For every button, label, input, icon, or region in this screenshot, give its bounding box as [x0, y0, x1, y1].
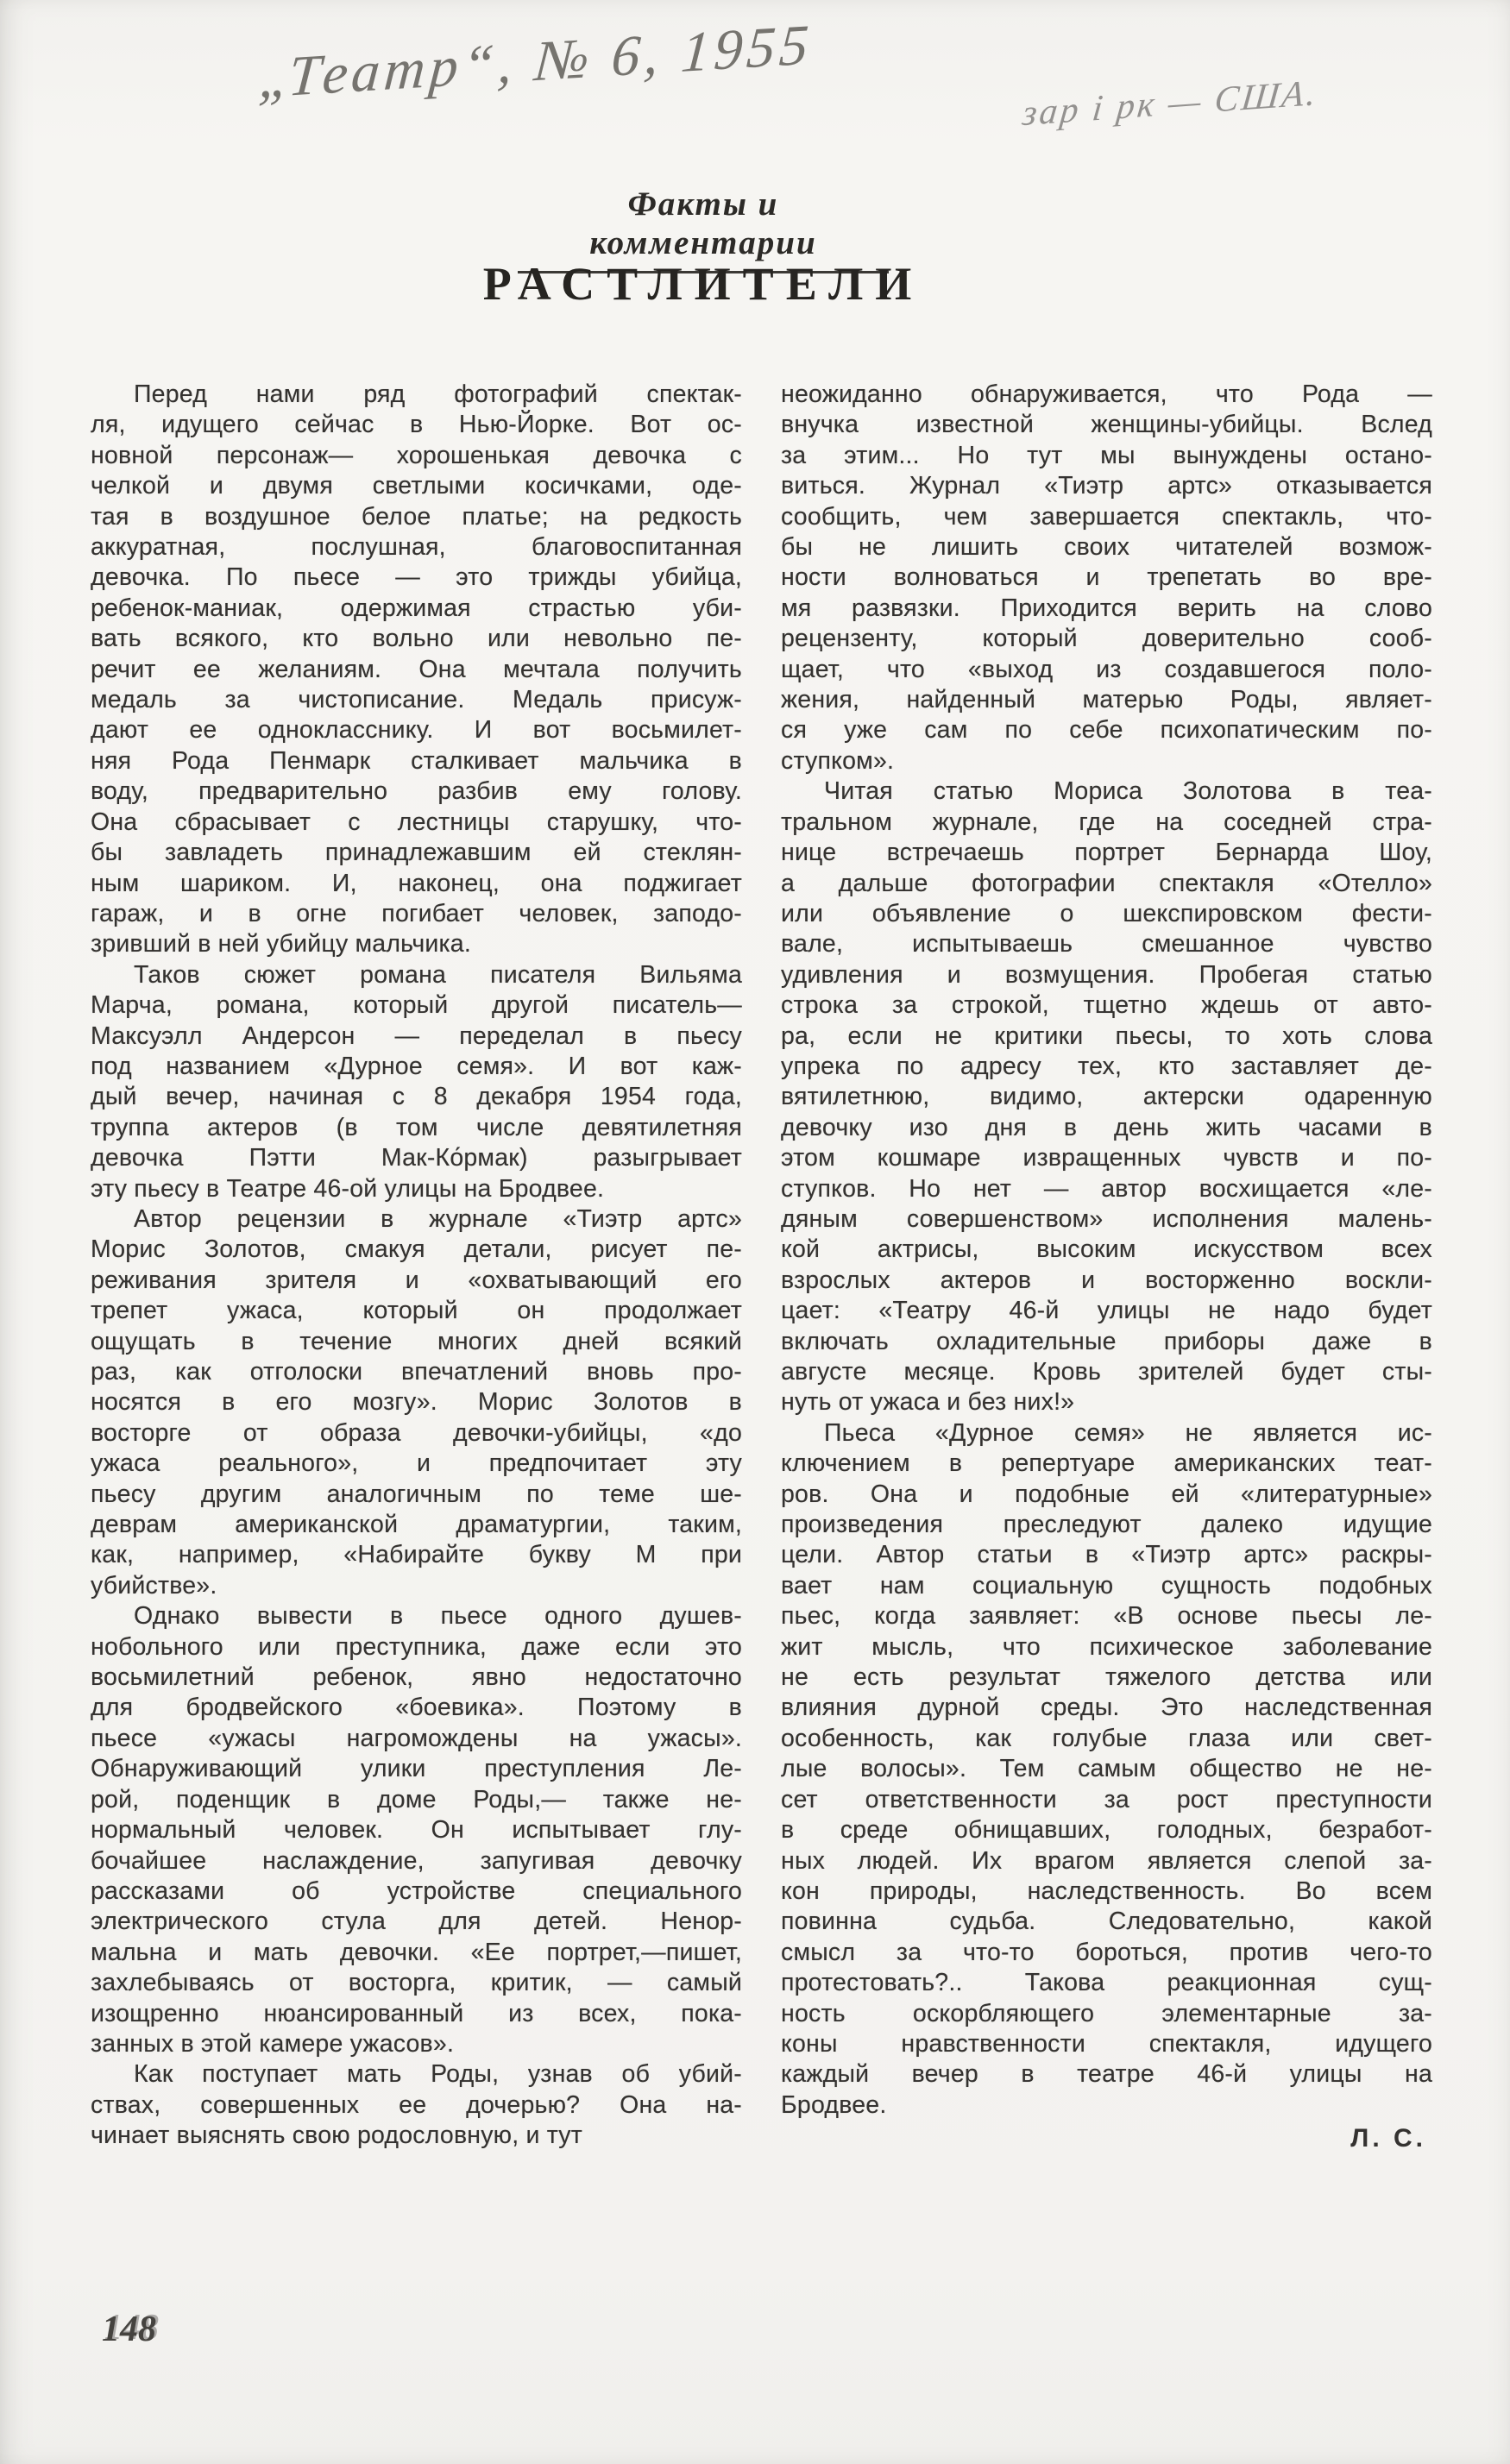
- text-line: нуть от ужаса и без них!»: [781, 1388, 1075, 1417]
- text-line: строка за строкой, тщетно ждешь от авто-: [781, 991, 1432, 1020]
- text-line: нобольного или преступника, даже если это: [91, 1632, 742, 1661]
- text-line: восьмилетний ребенок, явно недостаточно: [91, 1663, 742, 1692]
- text-line: медаль за чистописание. Медаль присуж-: [91, 686, 742, 714]
- text-line: ся уже сам по себе психопатическим по-: [781, 716, 1432, 745]
- text-line: кой актрисы, высоким искусством всех: [781, 1235, 1432, 1264]
- text-line: не есть результат тяжелого детства или: [781, 1663, 1432, 1692]
- text-line: сообщить, чем завершается спектакль, что-: [781, 502, 1432, 531]
- text-line: Она сбрасывает с лестницы старушку, что-: [91, 808, 742, 836]
- text-line: за этим... Но тут мы вынуждены остано-: [781, 441, 1432, 469]
- text-line: включать охладительные приборы даже в: [781, 1327, 1432, 1355]
- text-line: тральном журнале, где на соседней стра-: [781, 808, 1432, 836]
- text-line: вать всякого, кто вольно или невольно пе-: [91, 625, 742, 653]
- text-line: изощренно нюансированный из всех, пока-: [91, 1999, 742, 2027]
- text-line: лые волосы». Тем самым общество не не-: [781, 1755, 1432, 1783]
- page-number: 148: [102, 2310, 156, 2349]
- text-line: пьесе «ужасы нагромождены на ужасы».: [91, 1724, 742, 1752]
- text-line: восторге от образа девочки-убийцы, «до: [91, 1418, 742, 1447]
- paragraph: [781, 776, 1432, 1418]
- text-line: жения, найденный матерью Роды, являет-: [781, 686, 1432, 714]
- text-line: рой, поденщик в доме Роды,— также не-: [91, 1785, 742, 1813]
- text-line: вятилетнюю, видимо, актерски одаренную: [781, 1083, 1432, 1111]
- text-line: зривший в ней убийцу мальчика.: [91, 930, 471, 959]
- text-line: воду, предварительно разбив ему голову.: [91, 777, 742, 806]
- text-line: девочку изо дня в день жить часами в: [781, 1113, 1432, 1141]
- left-column: [91, 380, 742, 2152]
- handwritten-journal-note: „Театр“, № 6, 1955: [256, 13, 815, 110]
- text-line: коны нравственности спектакля, идущего: [781, 2029, 1432, 2058]
- text-line: ров. Она и подобные ей «литературные»: [781, 1480, 1432, 1508]
- text-line: в среде обнищавших, голодных, безработ-: [781, 1816, 1432, 1845]
- paragraph: [91, 2059, 742, 2151]
- text-line: аккуратная, послушная, благовоспитанная: [91, 533, 742, 562]
- text-line: рецензенту, который доверительно сооб-: [781, 625, 1432, 653]
- text-line: каждый вечер в театре 46-й улицы на: [781, 2060, 1432, 2089]
- paragraph: [91, 1601, 742, 2059]
- text-line: труппа актеров (в том числе девятилетняя: [91, 1113, 742, 1141]
- paragraph: [91, 380, 742, 960]
- text-line: реживания зрителя и «охватывающий его: [91, 1266, 742, 1294]
- text-line: бы завладеть принадлежавшим ей стеклян-: [91, 839, 742, 867]
- text-line: девочка Пэтти Мак-Ко́рмак) разыгрывает: [91, 1144, 742, 1172]
- text-line: ным шариком. И, наконец, она поджигает: [91, 869, 742, 897]
- text-line: мальна и мать девочки. «Ее портрет,—пишет,: [91, 1938, 742, 1966]
- paragraph: [91, 1204, 742, 1601]
- text-line: бочайшее наслаждение, запугивая девочку: [91, 1846, 742, 1875]
- text-line: дяным совершенством» исполнения малень-: [781, 1204, 1432, 1233]
- text-line: кон природы, наследственность. Во всем: [781, 1876, 1432, 1905]
- text-line: ра, если не критики пьесы, то хоть слова: [781, 1021, 1432, 1050]
- author-initials: Л. С.: [1350, 2124, 1426, 2153]
- text-line: произведения преследуют далеко идущие: [781, 1511, 1432, 1539]
- text-line: Однако вывести в пьесе одного душев-: [134, 1602, 742, 1631]
- text-line: а дальше фотографии спектакля «Отелло»: [781, 869, 1432, 897]
- text-line: тая в воздушное белое платье; на редкость: [91, 502, 742, 531]
- text-line: этом кошмаре извращенных чувств и по-: [781, 1144, 1432, 1172]
- text-line: удивления и возмущения. Пробегая статью: [781, 960, 1432, 989]
- right-column: [781, 380, 1432, 2121]
- text-line: занных в этой камере ужасов».: [91, 2029, 455, 2058]
- handwritten-margin-note: зар і рк — США.: [1020, 72, 1321, 135]
- text-line: смысл за что-то бороться, против чего-то: [781, 1938, 1432, 1966]
- paragraph: [91, 960, 742, 1204]
- text-line: протестовать?.. Такова реакционная сущ-: [781, 1969, 1432, 1997]
- text-line: пьес, когда заявляет: «В основе пьесы ле-: [781, 1602, 1432, 1631]
- text-line: ность оскорбляющего элементарные за-: [781, 1999, 1432, 2027]
- text-line: мя развязки. Приходится верить на слово: [781, 594, 1432, 622]
- text-line: сет ответственности за рост преступности: [781, 1785, 1432, 1813]
- paragraph: [781, 1418, 1432, 2121]
- text-line: Бродвее.: [781, 2090, 887, 2119]
- text-line: трепет ужаса, который он продолжает: [91, 1297, 742, 1325]
- text-line: как, например, «Набирайте букву М при: [91, 1541, 742, 1569]
- text-line: девочка. По пьесе — это трижды убийца,: [91, 563, 742, 592]
- text-line: взрослых актеров и восторженно воскли-: [781, 1266, 1432, 1294]
- text-line: эту пьесу в Театре 46-ой улицы на Бродвее.: [91, 1174, 605, 1203]
- text-line: ступком».: [781, 746, 895, 775]
- article-title: РАСТЛИТЕЛИ: [482, 258, 924, 310]
- text-line: августе месяце. Кровь зрителей будет сты-: [781, 1358, 1432, 1386]
- text-line: Таков сюжет романа писателя Вильяма: [134, 960, 742, 989]
- paragraph: [781, 380, 1432, 776]
- text-line: няя Рода Пенмарк сталкивает мальчика в: [91, 746, 742, 775]
- text-line: ужаса реального», и предпочитает эту: [91, 1449, 742, 1478]
- text-line: Обнаруживающий улики преступления Ле-: [91, 1755, 742, 1783]
- text-line: новной персонаж— хорошенькая девочка с: [91, 441, 742, 469]
- text-line: виться. Журнал «Тиэтр артс» отказывается: [781, 472, 1432, 500]
- text-line: влияния дурной среды. Это наследственная: [781, 1694, 1432, 1722]
- text-line: чинает выяснять свою родословную, и тут: [91, 2121, 583, 2150]
- text-line: дают ее однокласснику. И вот восьмилет-: [91, 716, 742, 745]
- text-line: речит ее желаниям. Она мечтала получить: [91, 655, 742, 683]
- text-line: деврам американской драматургии, таким,: [91, 1511, 742, 1539]
- text-line: Читая статью Мориса Золотова в теа-: [824, 777, 1432, 806]
- text-line: щает, что «выход из создавшегося поло-: [781, 655, 1432, 683]
- text-line: Максуэлл Андерсон — переделал в пьесу: [91, 1021, 742, 1050]
- text-line: раз, как отголоски впечатлений вновь про-: [91, 1358, 742, 1386]
- text-line: Пьеса «Дурное семя» не является ис-: [824, 1418, 1432, 1447]
- text-line: Автор рецензии в журнале «Тиэтр артс»: [134, 1204, 742, 1233]
- text-line: ля, идущего сейчас в Нью-Йорке. Вот ос-: [91, 411, 742, 439]
- text-line: гараж, и в огне погибает человек, заподо-: [91, 899, 742, 927]
- text-line: неожиданно обнаруживается, что Рода —: [781, 380, 1432, 408]
- text-line: ных людей. Их врагом является слепой за-: [781, 1846, 1432, 1875]
- text-line: захлебываясь от восторга, критик, — самый: [91, 1969, 742, 1997]
- text-line: ключением в репертуаре американских теат-: [781, 1449, 1432, 1478]
- section-heading: Факты и комментарии: [518, 185, 889, 273]
- text-line: электрического стула для детей. Ненор-: [91, 1908, 742, 1936]
- text-line: для бродвейского «боевика». Поэтому в: [91, 1694, 742, 1722]
- text-line: нормальный человек. Он испытывает глу-: [91, 1816, 742, 1845]
- text-line: или объявление о шекспировском фести-: [781, 899, 1432, 927]
- text-line: вале, испытываешь смешанное чувство: [781, 930, 1432, 959]
- text-line: носятся в его мозгу». Морис Золотов в: [91, 1388, 742, 1417]
- text-line: Морис Золотов, смакуя детали, рисует пе-: [91, 1235, 742, 1264]
- text-line: рассказами об устройстве специального: [91, 1876, 742, 1905]
- text-line: ступков. Но нет — автор восхищается «ле-: [781, 1174, 1432, 1203]
- text-line: повинна судьба. Следовательно, какой: [781, 1908, 1432, 1936]
- text-line: ности волноваться и трепетать во вре-: [781, 563, 1432, 592]
- text-line: цает: «Театру 46-й улицы не надо будет: [781, 1297, 1432, 1325]
- text-line: дый вечер, начиная с 8 декабря 1954 года,: [91, 1083, 742, 1111]
- text-line: Перед нами ряд фотографий спектак-: [134, 380, 742, 408]
- text-line: жит мысль, что психическое заболевание: [781, 1632, 1432, 1661]
- text-line: Марча, романа, который другой писатель—: [91, 991, 742, 1020]
- text-line: челкой и двумя светлыми косичками, оде-: [91, 472, 742, 500]
- text-line: вает нам социальную сущность подобных: [781, 1571, 1432, 1600]
- text-line: внучка известной женщины-убийцы. Вслед: [781, 411, 1432, 439]
- text-line: упрека по адресу тех, кто заставляет де-: [781, 1052, 1432, 1080]
- text-line: ощущать в течение многих дней всякий: [91, 1327, 742, 1355]
- text-line: бы не лишить своих читателей возмож-: [781, 533, 1432, 562]
- text-line: ребенок-маниак, одержимая страстью уби-: [91, 594, 742, 622]
- text-line: ствах, совершенных ее дочерью? Она на-: [91, 2090, 742, 2119]
- text-line: убийстве».: [91, 1571, 217, 1600]
- text-line: пьесу другим аналогичным по теме ше-: [91, 1480, 742, 1508]
- text-line: цели. Автор статьи в «Тиэтр артс» раскры-: [781, 1541, 1432, 1569]
- text-line: особенность, как голубые глаза или свет-: [781, 1724, 1432, 1752]
- text-line: Как поступает мать Роды, узнав об убий-: [134, 2060, 742, 2089]
- text-line: нице встречаешь портрет Бернарда Шоу,: [781, 839, 1432, 867]
- text-line: под названием «Дурное семя». И вот каж-: [91, 1052, 742, 1080]
